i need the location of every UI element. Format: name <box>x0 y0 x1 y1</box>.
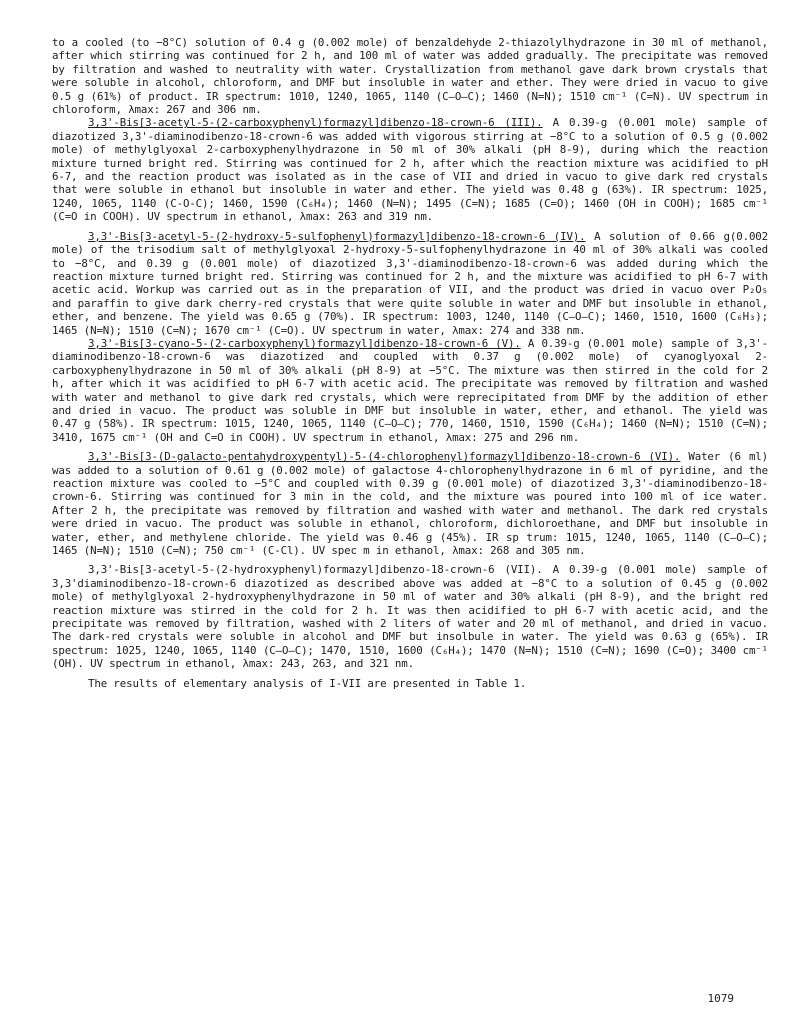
paragraph-text: to a cooled (to −8°C) solution of 0.4 g (0.002 mole) of benzaldehyde 2-thiazolylhydrazone in 30 ml of methanol, after which stirring was continued for 2 h, and 100 ml of water was added gradually. The precipitate was removed by filtration and washed to neutrality with water. Crystallization from methanol gave dark brown crystals that were soluble in alcohol, chloroform, and DMF but insoluble in water and ether. They were dried in vacuo to give 0.5 g (61%) of product. IR spectrum: 1010, 1240, 1065, 1140 (C—O—C); 1460 (N=N); 1510 cm⁻¹ (C=N). UV spectrum in chloroform, λmax: 267 and 306 nm. <box>52 36 768 117</box>
paragraph-text: A solution of 0.66 g(0.002 mole) of the trisodium salt of methylglyoxal 2-hydroxy-5-sulfophenylhydrazone in 40 ml of 30% alkali was cooled to −8°C, and 0.39 g (0.001 mole) of diazotized 3,3'-diaminodibenzo-18-crown-6 was added during which the reaction mixture turned bright red. Stirring was continued for 2 h, and the mixture was acidified to pH 6-7 with acetic acid. Workup was carried out as in the preparation of VII, and the product was dried in vacuo over P₂O₅ and paraffin to give dark cherry-red crystals that were quite soluble in water and DMF but insoluble in ethanol, ether, and benzene. The yield was 0.65 g (70%). IR spectrum: 1003, 1240, 1140 (C—O—C); 1460, 1510, 1600 (C₆H₃); 1465 (N=N); 1510 (C=N); 1670 cm⁻¹ (C=O). UV spectrum in water, λmax: 274 and 338 nm. <box>52 229 768 337</box>
compound-heading: 3,3'-Bis[3-acetyl-5-(2-hydroxy-5-sulfophenyl)formazyl]dibenzo-18-crown-6 (IV). <box>88 229 586 243</box>
compound-heading: 3,3'-Bis[3-acetyl-5-(2-hydroxyphenyl)formazyl]dibenzo-18-crown-6 (VII). <box>88 563 543 577</box>
paragraph-continuation <box>52 36 768 116</box>
compound-heading: 3,3'-Bis[3-cyano-5-(2-carboxyphenyl)formazyl]dibenzo-18-crown-6 (V). <box>88 336 521 350</box>
paragraph-text: A 0.39-g (0.001 mole) sample of diazotized 3,3'-diaminodibenzo-18-crown-6 was added with vigorous stirring at −8°C to a solution of 0.5 g (0.002 mole) of methylglyoxal 2-carboxyphenylhydrazone in 50 ml of 30% alkali (pH 8-9), during which the reaction mixture turned bright red. Stirring was continued for 2 h, after which the reaction mixture was acidified to pH 6-7, and the reaction product was isolated as in the case of VII and dried in vacuo to give dark red crystals that were soluble in ethanol but insoluble in water and ether. The yield was 0.48 g (63%). IR spectrum: 1025, 1240, 1065, 1140 (C-O-C); 1460, 1590 (C₆H₄); 1460 (N=N); 1495 (C=N); 1685 (C=O); 1460 (OH in COOH); 1685 cm⁻¹ (C=O in COOH). UV spectrum in ethanol, λmax: 263 and 319 nm. <box>52 116 768 224</box>
paragraph-text: The results of elementary analysis of I-VII are presented in Table 1. <box>88 676 527 690</box>
paragraph-summary <box>52 677 768 690</box>
paragraph-compound-IV <box>52 230 768 337</box>
paragraph-text: A 0.39-g (0.001 mole) sample of 3,3'-diaminodibenzo-18-crown-6 was diazotized and coupled with 0.37 g (0.002 mole) of cyanoglyoxal 2-carboxyphenylhydrazone in 50 ml of 30% alkali (pH 8-9) at −5°C. The mixture was then stirred in the cold for 2 h, after which it was acidified to pH 6-7 with acetic acid. The precipitate was removed by filtration and washed with water and methanol to give dark red crystals, which were reprecipitated from DMF by the addition of ether and dried in vacuo. The product was soluble in DMF but insoluble in water, ether, and ethanol. The yield was 0.47 g (58%). IR spectrum: 1015, 1240, 1065, 1140 (C—O—C); 770, 1460, 1510, 1590 (C₆H₄); 1460 (N=N); 1510 (C=N); 3410, 1675 cm⁻¹ (OH and C=O in COOH). UV spectrum in ethanol, λmax: 275 and 296 nm. <box>52 336 769 444</box>
paragraph-compound-VI <box>52 450 768 557</box>
page-number: 1079 <box>707 992 734 1005</box>
document-page <box>52 36 768 690</box>
paragraph-text: Water (6 ml) was added to a solution of 0.61 g (0.002 mole) of galactose 4-chlorophenylhydrazone in 6 ml of pyridine, and the reaction mixture was cooled to −5°C and coupled with 0.39 g (0.001 mole) of diazotized 3,3'-diaminodibenzo-18-crown-6. Stirring was continued for 3 min in the cold, and the mixture was poured into 100 ml of ice water. After 2 h, the precipitate was removed by filtration and washed with water and methanol. The dark red crystals were dried in vacuo. The product was soluble in ethanol, chloroform, dichloroethane, and DMF but insoluble in water, ether, and methylene chloride. The yield was 0.46 g (45%). IR sp trum: 1015, 1240, 1065, 1140 (C—O—C); 1465 (N=N); 1510 (C=N); 750 cm⁻¹ (C-Cl). UV spec m in ethanol, λmax: 268 and 305 nm. <box>52 450 768 558</box>
paragraph-compound-V <box>52 337 768 444</box>
compound-heading: 3,3'-Bis[3-acetyl-5-(2-carboxyphenyl)formazyl]dibenzo-18-crown-6 (III). <box>88 116 543 130</box>
paragraph-compound-VII <box>52 563 768 670</box>
paragraph-compound-III <box>52 116 768 223</box>
compound-heading: 3,3'-Bis[3-(D-galacto-pentahydroxypentyl)-5-(4-chlorophenyl)formazyl]dibenzo-18-crown-6 (VI). <box>88 450 681 464</box>
paragraph-text: A 0.39-g (0.001 mole) sample of 3,3'diaminodibenzo-18-crown-6 diazotized as described above was added at −8°C to a solution of 0.45 g (0.002 mole) of methylglyoxal 2-hydroxyphenylhydrazone in 50 ml of water and 30% alkali (pH 8-9), and the bright red reaction mixture was stirred in the cold for 2 h. It was then acidified to pH 6-7 with acetic acid, and the precipitate was removed by filtration, washed with 2 liters of water and 20 ml of methanol, and dried in vacuo. The dark-red crystals were soluble in alcohol and DMF but insolbule in water. The yield was 0.63 g (65%). IR spectrum: 1025, 1240, 1065, 1140 (C—O—C); 1470, 1510, 1600 (C₆H₄); 1470 (N=N); 1510 (C=N); 1690 (C=O); 3400 cm⁻¹ (OH). UV spectrum in ethanol, λmax: 243, 263, and 321 nm. <box>52 563 768 671</box>
